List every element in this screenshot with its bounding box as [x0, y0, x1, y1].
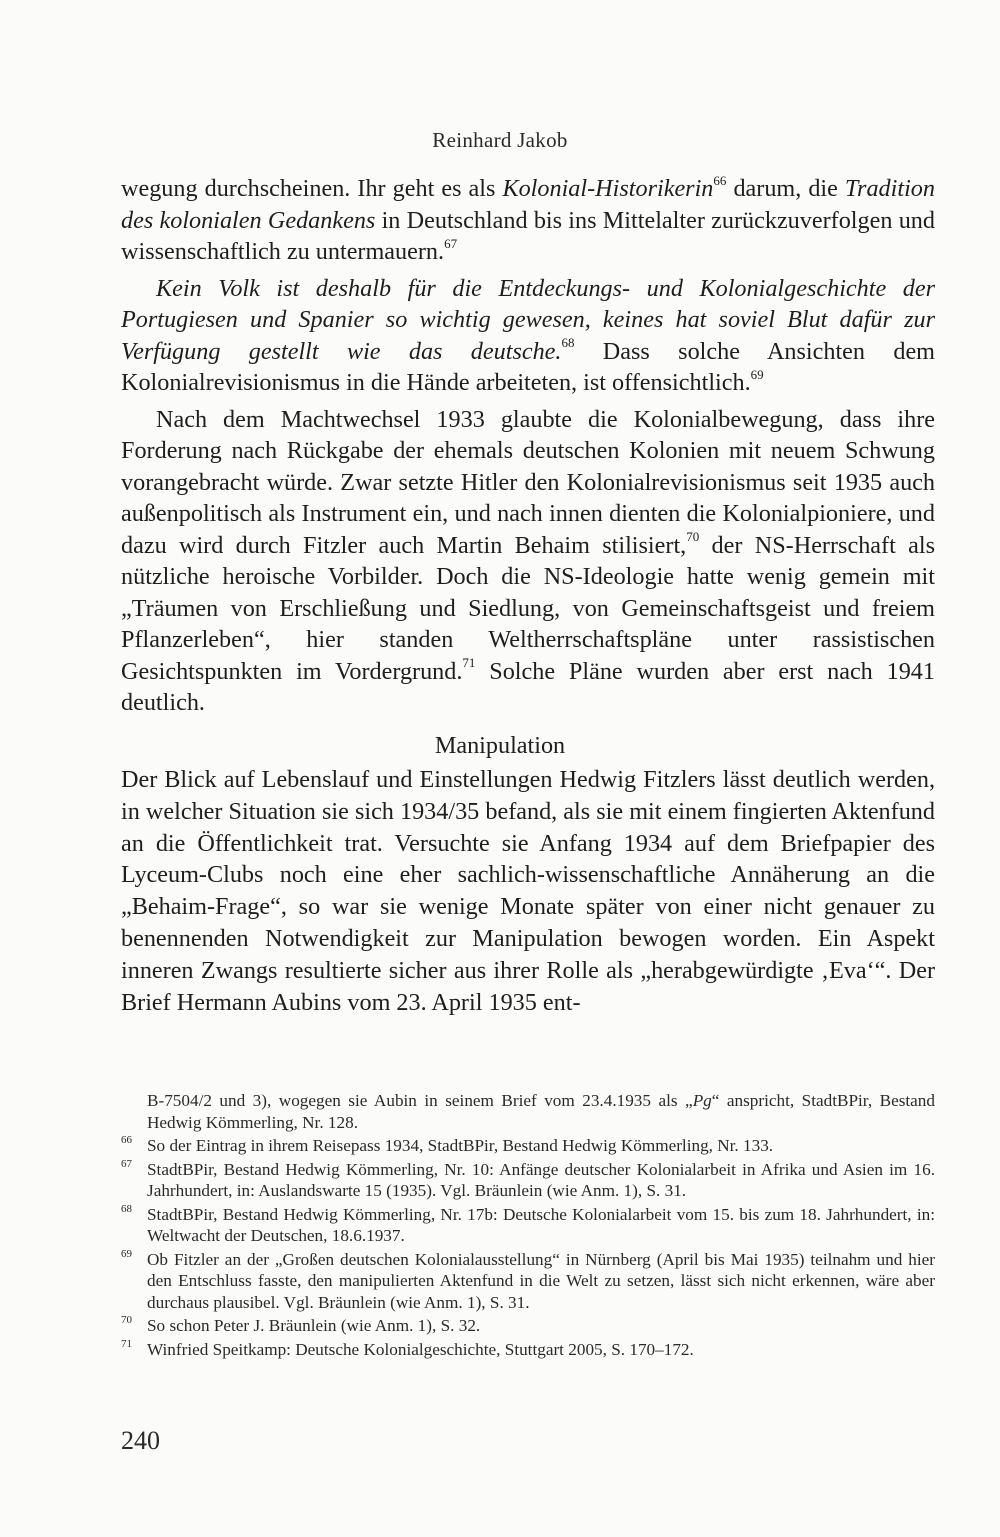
text-run: in Deutschland bis ins Mittelalter zurückzuverfolgen und wissenschaftlich zu untermauern.	[121, 206, 935, 265]
footnote-ref: 70	[686, 529, 700, 545]
footnote-number: 71	[121, 1337, 132, 1350]
running-head: Reinhard Jakob	[432, 128, 568, 152]
text-run: Solche Pläne wurden aber erst nach 1941 deutlich.	[121, 657, 935, 716]
footnote-text	[147, 1340, 694, 1359]
footnote-text	[147, 1250, 935, 1312]
footnote-number: 70	[121, 1314, 132, 1326]
italic-text: Kolonial-Historikerin	[502, 175, 714, 202]
italic-text: Pg	[692, 1091, 712, 1110]
footnote-text	[147, 1205, 935, 1246]
footnote-ref: 68	[561, 335, 575, 351]
footnote-text	[147, 1160, 935, 1201]
paragraph	[121, 173, 935, 268]
text-run: wegung durchscheinen. Ihr geht es als	[121, 175, 503, 202]
footnotes	[121, 1090, 935, 1362]
footnote	[121, 1159, 935, 1202]
text-run: darum, die	[726, 175, 845, 202]
footnote-number: 69	[121, 1247, 132, 1260]
text-run: StadtBPir, Bestand Hedwig Kömmerling, Nr. 10: Anfänge deutscher Kolonialarbeit in Afrika und Asien im 16. Jahrhundert, in: Auslandswarte 15 (1935). Vgl. Bräunlein (wie Anm. 1), S. 31.	[147, 1159, 935, 1200]
paragraph-quote	[121, 273, 935, 399]
text-run: “ anspricht, StadtBPir, Bestand Hedwig Kömmerling, Nr. 128.	[147, 1091, 935, 1132]
footnote-text	[147, 1091, 935, 1132]
text-run: So schon Peter J. Bräunlein (wie Anm. 1), S. 32.	[147, 1316, 481, 1335]
paragraph	[121, 404, 935, 719]
footnote-text	[147, 1136, 773, 1155]
section-heading: Manipulation	[434, 732, 566, 759]
text-run: StadtBPir, Bestand Hedwig Kömmerling, Nr. 17b: Deutsche Kolonialarbeit vom 15. bis zum 18. Jahrhundert, in: Weltwacht der Deutschen, 18.6.1937.	[147, 1204, 935, 1245]
text-run: Der Blick auf Lebenslauf und Einstellungen Hedwig Fitzlers lässt deutlich werden, in welcher Situation sie sich 1934/35 befand, als sie mit einem fingierten Aktenfund an die Öffentlichkeit trat. Versuchte sie Anfang 1934 auf dem Briefpapier des Lyceum-Clubs noch eine eher sachlich-wissenschaftliche Annäherung an die „Behaim-Frage“, so war sie wenige Monate später von einer nicht genauer zu benennenden Notwendigkeit zur Manipulation bewogen worden. Ein Aspekt inneren Zwangs resultierte sicher aus ihrer Rolle als „herabgewürdigte ‚Eva‘“. Der Brief Hermann Aubins vom 23. April 1935 ent-	[121, 766, 935, 1016]
footnote-continuation	[121, 1090, 935, 1133]
text-run: der NS-Herrschaft als nützliche heroische Vorbilder. Doch die NS-Ideologie hatte wenig gemein mit „Träumen von Erschließung und Siedlung, von Gemeinschaftsgeist und freiem Pflanzerleben“, hier standen Weltherrschaftspläne unter rassistischen Gesichtspunkten im Vordergrund.	[121, 531, 935, 685]
footnote	[121, 1135, 935, 1157]
text-run: Dass solche Ansichten dem Kolonialrevisionismus in die Hände arbeiteten, ist offensichtlich.	[121, 337, 935, 396]
footnote-number: 66	[121, 1134, 132, 1146]
footnote	[121, 1249, 935, 1314]
footnote	[121, 1315, 935, 1337]
footnote	[121, 1339, 935, 1361]
text-run: Nach dem Machtwechsel 1933 glaubte die Kolonialbewegung, dass ihre Forderung nach Rückgabe der ehemals deutschen Kolonien mit neuem Schwung vorangebracht würde. Zwar setzte Hitler den Kolonialrevisionismus seit 1935 auch außenpolitisch als Instrument ein, und nach innen dienten die Kolonialpioniere, und dazu wird durch Fitzler auch Martin Behaim stilisiert,	[121, 405, 935, 559]
text-run: Ob Fitzler an der „Großen deutschen Kolonialausstellung“ in Nürnberg (April bis Mai 1935) teilnahm und hier den Entschluss fasste, den manipulierten Aktenfund in die Welt zu setzen, lässt sich nicht erkennen, wäre aber durchaus plausibel. Vgl. Bräunlein (wie Anm. 1), S. 31.	[147, 1249, 935, 1312]
footnote-ref: 66	[713, 172, 727, 188]
section-text	[121, 764, 935, 1018]
page-number: 240	[121, 1426, 160, 1455]
footnote-ref: 67	[444, 235, 458, 251]
text-run: B-7504/2 und 3), wogegen sie Aubin in seinem Brief vom 23.4.1935 als „	[147, 1091, 693, 1110]
footnote-text	[147, 1316, 480, 1335]
footnote-number: 68	[121, 1202, 132, 1215]
body-text	[121, 173, 935, 719]
italic-text: Tradition des kolonialen Gedankens	[121, 175, 935, 234]
footnote-ref: 71	[462, 655, 476, 671]
footnote	[121, 1204, 935, 1247]
text-run: So der Eintrag in ihrem Reisepass 1934, StadtBPir, Bestand Hedwig Kömmerling, Nr. 133.	[147, 1136, 774, 1155]
paragraph	[121, 764, 935, 1018]
italic-text: Kein Volk ist deshalb für die Entdeckungs- und Kolonialgeschichte der Portugiesen und Spanier so wichtig gewesen, keines hat soviel Blut dafür zur Verfügung gestellt wie das deutsche.	[121, 274, 935, 365]
footnote-number: 67	[121, 1157, 132, 1170]
text-run: Winfried Speitkamp: Deutsche Kolonialgeschichte, Stuttgart 2005, S. 170–172.	[147, 1339, 694, 1359]
footnote-ref: 69	[750, 366, 764, 382]
